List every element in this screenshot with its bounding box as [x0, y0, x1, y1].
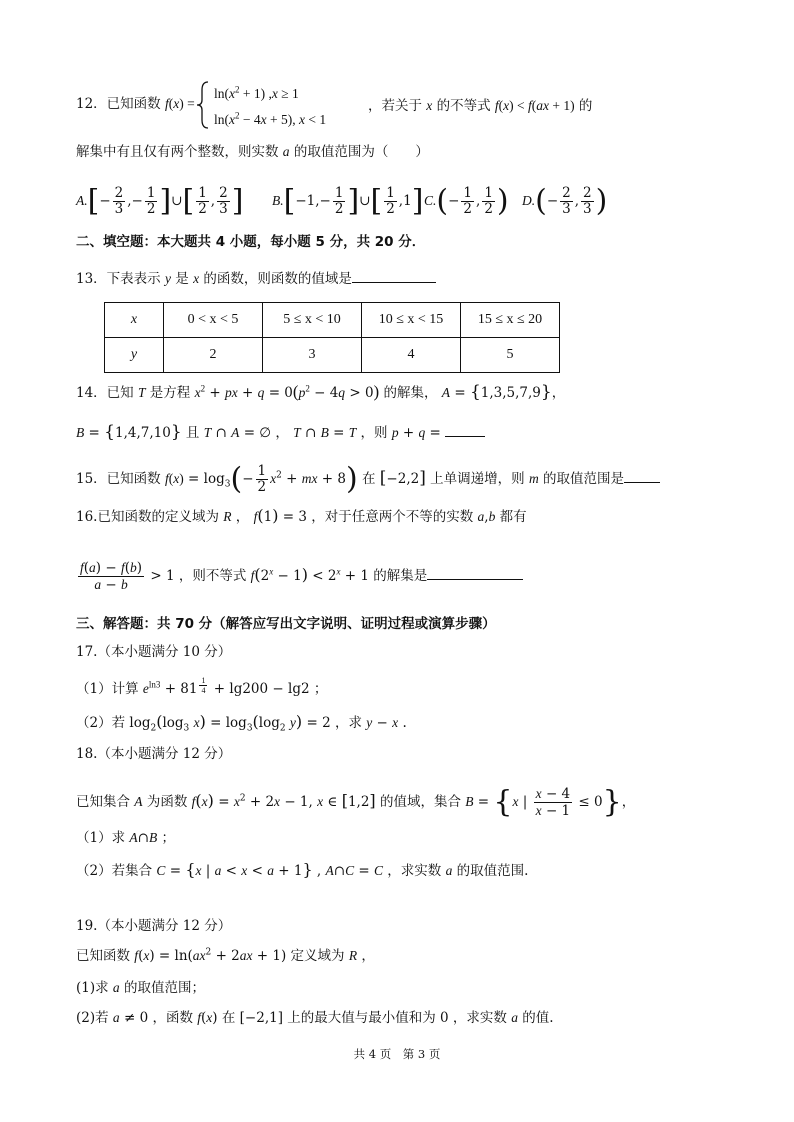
table-cell: 4 — [362, 338, 461, 373]
q19-part2: (2)若 a ≠ 0 ，函数 f(x) 在 [−2,1] 上的最大值与最小值和为 0 ，求实数 a 的值. — [76, 1010, 554, 1026]
table-cell: 0 < x < 5 — [164, 303, 263, 338]
table-row — [105, 338, 560, 373]
q16-line1: 16.已知函数的定义域为 R ， f(1) = 3 ，对于任意两个不等的实数 a,b 都有 — [76, 506, 527, 525]
table-cell: y — [105, 338, 164, 373]
table-cell: 2 — [164, 338, 263, 373]
q19-line1: 已知函数 $f(x) = \ln(ax^2 + 2ax + 1)$ 定义域为 R ， — [76, 947, 375, 964]
q12-case1: $\ln(x^2 + 1) ,x \ge 1$ — [214, 84, 299, 101]
q12-line2: 解集中有且仅有两个整数，则实数 a 的取值范围为（ ） — [76, 144, 429, 160]
q18-part2: （2）若集合 C = {x | a < x < a + 1} , A∩C = C ，求实数 a 的取值范围. — [76, 860, 529, 879]
table-cell: 10 ≤ x < 15 — [362, 303, 461, 338]
q12-line1: 12．已知函数 f(x) = — [76, 96, 195, 112]
table-row — [105, 303, 560, 338]
piecewise-brace — [196, 80, 210, 130]
q18-part1: （1）求 A∩B ； — [76, 830, 175, 846]
q18-heading: 18.（本小题满分 12 分） — [76, 746, 232, 762]
q17-part2: （2）若 $\log_2(\log_3$ $x) = \log_3(\log_2$ y) = 2 ，求 y − x . — [76, 712, 407, 734]
q12-option-c: C.(− $\frac{1}{2}$ , $\frac{1}{2}$ ) — [424, 183, 509, 219]
section-3-heading: 三、解答题：共 70 分（解答应写出文字说明、证明过程或演算步骤） — [76, 616, 496, 632]
q12-option-d: D.(− $\frac{2}{3}$ , $\frac{2}{3}$ ) — [522, 183, 608, 219]
q12-case2: $\ln(x^2 - 4x + 5)$, x < 1 — [214, 110, 327, 127]
table-cell: 3 — [263, 338, 362, 373]
q17-part1: （1）计算 $e^{ln3} + 81$ $^{\frac{1}{4}}$ + lg200 − lg2 ； — [76, 676, 328, 698]
table-cell: x — [105, 303, 164, 338]
q16-line2: $\frac{f(a) - f(b)}{a - b}$ > 1 ，则不等式 $f(2^x - 1) < 2^x + 1$ 的解集是 — [76, 560, 523, 593]
q19-heading: 19.（本小题满分 12 分） — [76, 918, 232, 934]
q19-part1: (1)求 a 的取值范围； — [76, 980, 205, 996]
q12-option-b: B.[−1,− $\frac{1}{2}$ ]∪[ $\frac{1}{2}$ ,1] — [272, 183, 424, 219]
table-cell: 5 ≤ x < 10 — [263, 303, 362, 338]
q12-option-a: A.[− $\frac{2}{3}$ ,− $\frac{1}{2}$ ]∪[ $\frac{1}{2}$ , $\frac{2}{3}$ ] — [76, 183, 244, 219]
table-cell: 5 — [461, 338, 560, 373]
page-footer: 共 4 页 第 3 页 — [353, 1047, 441, 1061]
q14-line2: B = {1,4,7,10} 且 T ∩ A = ∅ ， T ∩ B = T ，则 p + q = — [76, 422, 485, 443]
q18-line1: 已知集合 A 为函数 $f(x) = x^2 + 2x - 1$, x ∈ [1,2] 的值域，集合 B = {x | $\frac{x - 4}{x - 1}$ ≤ 0}， — [76, 784, 636, 820]
q12-tail: ，若关于 x 的不等式 f(x) < f(ax + 1) 的 — [368, 98, 593, 114]
table-cell: 15 ≤ x ≤ 20 — [461, 303, 560, 338]
q13-table — [104, 302, 560, 373]
q15-text: 15．已知函数 $f(x) = \log_3(-$ $\frac{1}{2}$ $x^2$ + mx + 8) 在 [−2,2] 上单调递增，则 m 的取值范围是 — [76, 464, 660, 495]
q17-heading: 17.（本小题满分 10 分） — [76, 644, 232, 660]
section-2-heading: 二、填空题：本大题共 4 小题，每小题 5 分，共 20 分． — [76, 234, 426, 250]
q13-text: 13．下表表示 y 是 x 的函数，则函数的值域是 — [76, 268, 436, 289]
q14-line1: 14．已知 T 是方程 $x^2$ + px + $q = 0(p^2 - 4q > 0)$ 的解集， A = {1,3,5,7,9}， — [76, 382, 566, 402]
